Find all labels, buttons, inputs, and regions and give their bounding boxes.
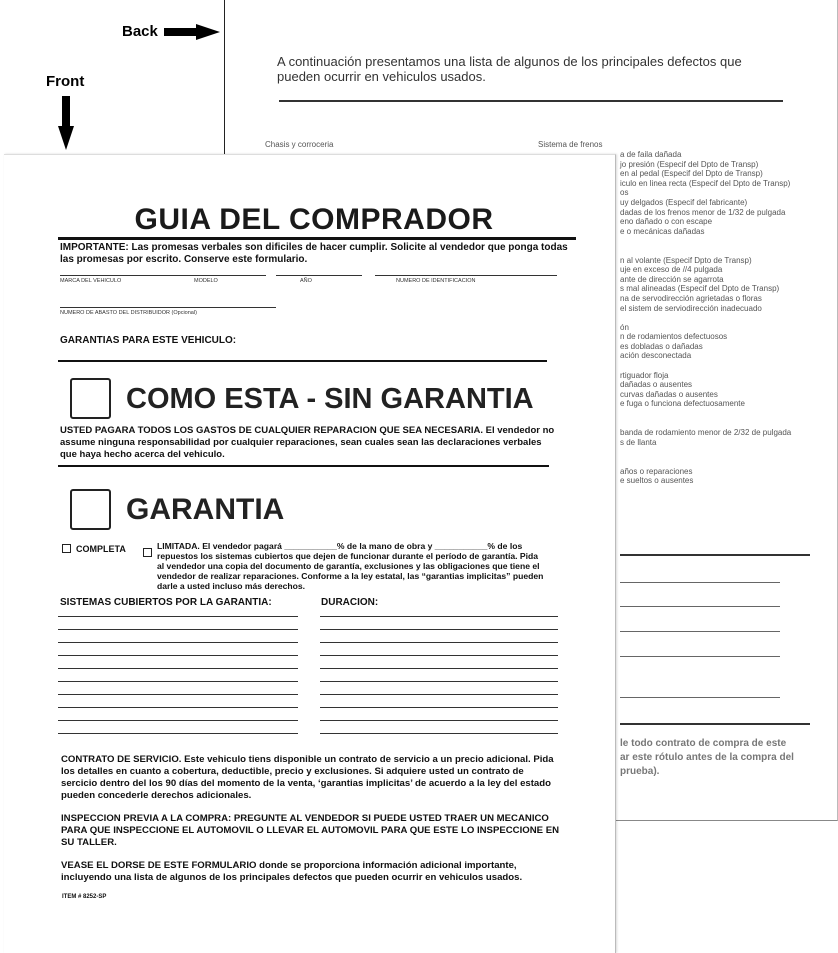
back-intro-text: A continuación presentamos una lista de algunos de los principales defectos que pueden ocurrir en vehiculos usados. bbox=[277, 54, 742, 84]
marca-line bbox=[60, 275, 266, 276]
numero-id-label: NUMERO DE IDENTIFICACION bbox=[396, 278, 476, 284]
sistemas-line bbox=[58, 707, 298, 708]
sistemas-line bbox=[58, 720, 298, 721]
list-item: en al pedal (Especif del Dpto de Transp) bbox=[620, 169, 763, 179]
back-column-title-chasis: Chasis y corroceria bbox=[265, 140, 334, 149]
completa-label: COMPLETA bbox=[76, 544, 126, 554]
ano-line bbox=[276, 275, 362, 276]
vease-text: VEASE EL DORSE DE ESTE FORMULARIO donde se proporciona información adicional importante, incluyendo una lista de algunos de los principales defectos que pueden ocurrir en vehiculos usados. bbox=[61, 860, 523, 883]
list-item: banda de rodamiento menor de 2/32 de pulgada bbox=[620, 428, 792, 438]
back-fill-line bbox=[620, 582, 780, 583]
list-item: rtiguador floja bbox=[620, 370, 669, 380]
duracion-line bbox=[320, 616, 558, 617]
list-item: uje en exceso de //4 pulgada bbox=[620, 265, 723, 275]
list-item: eno dañado o con escape bbox=[620, 217, 713, 227]
list-item: s de llanta bbox=[620, 437, 657, 447]
back-column-title-frenos: Sistema de frenos bbox=[538, 140, 603, 149]
down-arrow-head-icon bbox=[58, 126, 74, 150]
como-esta-checkbox[interactable] bbox=[70, 378, 111, 419]
duracion-line bbox=[320, 668, 558, 669]
sistemas-line bbox=[58, 629, 298, 630]
back-label: Back bbox=[122, 23, 158, 40]
back-divider bbox=[279, 100, 783, 102]
back-rule bbox=[620, 554, 810, 556]
sistemas-line bbox=[58, 681, 298, 682]
back-fill-line bbox=[620, 697, 780, 698]
list-item bbox=[620, 236, 830, 246]
list-item: es dobladas o dañadas bbox=[620, 341, 703, 351]
list-item: ación desconectada bbox=[620, 351, 692, 361]
modelo-label: MODELO bbox=[194, 278, 218, 284]
section-rule bbox=[58, 360, 547, 362]
numero-line bbox=[375, 275, 557, 276]
limitada-text: LIMITADA. El vendedor pagará ___________% de la mano de obra y ___________% de los repuestos los sistemas cubiertos que dejen de funcionar durante el período de garantía. Pida al vendedor una copia del documento de garantía, exclusiones y las obligaciones que tiene el vendedor de realizar reparaciones. Conforme a la ley estatal, las “garantias implicitas” pueden darle a usted incluso más derechos. bbox=[157, 541, 544, 591]
list-item: jo presión (Especif del Dpto de Transp) bbox=[620, 159, 759, 169]
back-bottom-line: ar este rótulo antes de la compra del bbox=[620, 752, 794, 763]
list-item: n al volante (Especif Dpto de Transp) bbox=[620, 255, 752, 265]
duracion-line bbox=[320, 655, 558, 656]
sistemas-line bbox=[58, 655, 298, 656]
list-item: el sistem de serviodirección inadecuado bbox=[620, 303, 762, 313]
sistemas-line bbox=[58, 733, 298, 734]
back-rule bbox=[620, 723, 810, 725]
list-item: n de rodamientos defectuosos bbox=[620, 332, 728, 342]
garantia-checkbox[interactable] bbox=[70, 489, 111, 530]
duracion-line bbox=[320, 681, 558, 682]
list-item: a de faila dañada bbox=[620, 150, 682, 159]
list-item bbox=[620, 313, 830, 323]
limitada-checkbox-wrap[interactable] bbox=[143, 543, 157, 561]
limitada-checkbox[interactable] bbox=[143, 548, 152, 557]
distribuidor-line bbox=[60, 307, 276, 308]
garantias-label: GARANTIAS PARA ESTE VEHICULO: bbox=[60, 335, 237, 346]
back-fill-line bbox=[620, 606, 780, 607]
distribuidor-label: NUMERO DE ABASTO DEL DISTRIBUIDOR (Opcional) bbox=[60, 310, 197, 316]
completa-option[interactable] bbox=[62, 543, 126, 555]
duracion-line bbox=[320, 707, 558, 708]
list-item: dañadas o ausentes bbox=[620, 380, 693, 390]
duracion-line bbox=[320, 694, 558, 695]
section-rule bbox=[58, 465, 549, 467]
list-item bbox=[620, 457, 830, 467]
right-arrow-head-icon bbox=[196, 24, 220, 40]
list-item: e sueltos o ausentes bbox=[620, 476, 694, 486]
front-label: Front bbox=[46, 73, 85, 90]
list-item: e fuga o funciona defectuosamente bbox=[620, 399, 745, 409]
list-item bbox=[620, 409, 830, 419]
marca-label: MARCA DEL VEHICULO bbox=[60, 278, 122, 284]
como-esta-text: USTED PAGARA TODOS LOS GASTOS DE CUALQUIER REPARACION QUE SEA NECESARIA. El vendedor no assume ninguna responsabilidad por cualquier reparaciones, sean cuales sean las declaraciones verbales que haya hecho acerca del vehiculo. bbox=[60, 425, 555, 460]
list-item bbox=[620, 246, 830, 256]
contrato-text: CONTRATO DE SERVICIO. Este vehiculo tiens disponible un contrato de servicio a un precio adicional. Pida los detalles en cuanto a cobertura, deductible, precio y exclusiones. Si adquiere usted un contrato de sercicio dentro del los 90 días del momento de la venta, ‘garantias implicitas’ de acuerdo a la ley del estado pueden concederle derechos adicionales. bbox=[61, 754, 554, 801]
sistemas-label: SISTEMAS CUBIERTOS POR LA GARANTIA: bbox=[60, 597, 272, 608]
importante-text: IMPORTANTE: Las promesas verbales son dificiles de hacer cumplir. Solicite al vendedor que ponga todas las promesas por escrito. Conserve este formulario. bbox=[60, 242, 568, 265]
list-item: dadas de los frenos menor de 1/32 de pulgada bbox=[620, 207, 786, 217]
list-item: na de servodirección agrietadas o floras bbox=[620, 293, 762, 303]
inspeccion-text: INSPECCION PREVIA A LA COMPRA: PREGUNTE AL VENDEDOR SI PUEDE USTED TRAER UN MECANICO PARA QUE INSPECCIONE EL AUTOMOVIL O LLEVAR EL AUTOMOVIL PARA QUE ESTE LO INSPECCIONE EN SU TALLER. bbox=[61, 813, 560, 848]
list-item: e o mecánicas dañadas bbox=[620, 226, 705, 236]
duracion-line bbox=[320, 720, 558, 721]
duracion-line bbox=[320, 642, 558, 643]
duracion-line bbox=[320, 629, 558, 630]
down-arrow-icon bbox=[62, 96, 70, 126]
list-item: curvas dañadas o ausentes bbox=[620, 389, 718, 399]
back-bottom-text bbox=[620, 737, 794, 779]
sistemas-line bbox=[58, 668, 298, 669]
duracion-label: DURACION: bbox=[321, 597, 379, 608]
list-item: ón bbox=[620, 322, 629, 332]
back-fill-line bbox=[620, 631, 780, 632]
list-item: s mal alineadas (Especif del Dpto de Transp) bbox=[620, 284, 780, 294]
ano-label: AÑO bbox=[300, 278, 312, 284]
garantia-heading: GARANTIA bbox=[126, 493, 285, 526]
sistemas-line bbox=[58, 642, 298, 643]
list-item bbox=[620, 447, 830, 457]
list-item: años o reparaciones bbox=[620, 466, 693, 476]
sistemas-line bbox=[58, 694, 298, 695]
item-number: ITEM # 8252-SP bbox=[62, 894, 107, 900]
list-item: iculo en linea recta (Especif del Dpto de Transp) bbox=[620, 178, 791, 188]
page-title: GUIA DEL COMPRADOR bbox=[134, 203, 494, 236]
duracion-line bbox=[320, 733, 558, 734]
title-rule bbox=[58, 237, 576, 240]
list-item: os bbox=[620, 188, 629, 198]
back-bottom-line: le todo contrato de compra de este bbox=[620, 738, 787, 749]
completa-checkbox[interactable] bbox=[62, 544, 71, 553]
list-item bbox=[620, 361, 830, 371]
front-page bbox=[4, 154, 616, 953]
list-item: uy delgados (Especif del fabricante) bbox=[620, 197, 748, 207]
back-fill-line bbox=[620, 656, 780, 657]
list-item: ante de dirección se agarrota bbox=[620, 274, 724, 284]
sistemas-line bbox=[58, 616, 298, 617]
como-esta-heading: COMO ESTA - SIN GARANTIA bbox=[126, 383, 534, 415]
back-defect-list bbox=[620, 150, 830, 486]
list-item bbox=[620, 419, 830, 429]
back-bottom-line: prueba). bbox=[620, 766, 660, 777]
right-arrow-icon bbox=[164, 28, 196, 36]
